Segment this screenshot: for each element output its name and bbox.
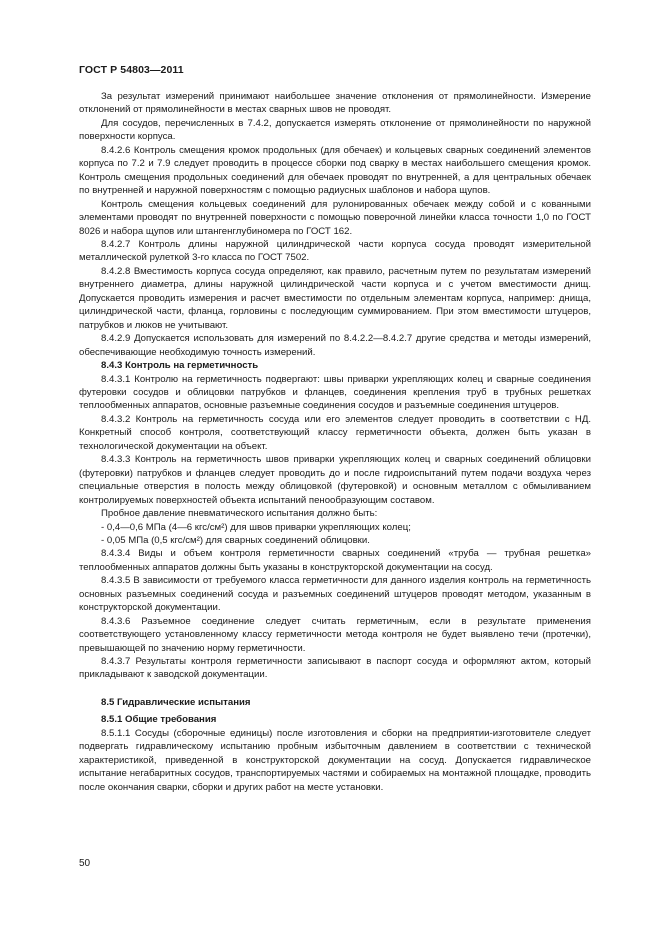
list-item: - 0,05 МПа (0,5 кгс/см²) для сварных соединений облицовки.: [101, 534, 370, 546]
section-heading-8-4-3: 8.4.3 Контроль на герметичность: [101, 360, 259, 372]
paragraph: 8.4.2.8 Вместимость корпуса сосуда определяют, как правило, расчетным путем по результатам измерений внутреннего диаметра, длины наружной цилиндрической части корпуса и с учетом вместимости днищ. Допускается проводить измерения и расчет вместимости по отдельным элементам корпуса, например: днища, цилиндрической части, фланца, горловины с последующим суммированием. При этом вместимости штуцеров, патрубков и люков не учитывают.: [79, 265, 591, 331]
page-number: 50: [79, 858, 91, 869]
paragraph: Для сосудов, перечисленных в 7.4.2, допускается измерять отклонение от прямолинейности по наружной поверхности корпуса.: [79, 117, 591, 143]
standard-header: ГОСТ Р 54803—2011: [79, 64, 184, 76]
paragraph: 8.4.3.7 Результаты контроля герметичности записывают в паспорт сосуда и оформляют актом, который прикладывают к заводской документации.: [79, 656, 591, 681]
paragraph: 8.4.3.3 Контроль на герметичность швов приварки укрепляющих колец и сварных соединений облицовки (футеровки) патрубков и фланцев следует проводить до и после гидроиспытаний путем подачи воздуха через специальные отверстия в полость между облицовкой (футеровкой) и основным металлом с обмыливанием контролируемых поверхностей объекта испытаний пенообразующим составом.: [79, 454, 591, 506]
paragraph: 8.5.1.1 Сосуды (сборочные единицы) после изготовления и сборки на предприятии-изготовителе следует подвергать гидравлическому испытанию пробным избыточным давлением в соответствии с технической характеристикой, приведенной в конструкторской документации на сосуд. Допускается гидравлическое испытание негабаритных сосудов, транспортируемых частями и собираемых на монтажной площадке, проводить после окончания сварки, сборки и других работ на месте установки.: [79, 727, 591, 793]
paragraph: 8.4.3.5 В зависимости от требуемого класса герметичности для данного изделия контроль на герметичность основных разъемных соединений сосуда и разъемных соединений штуцеров проводят методом, указанным в конструкторской документации.: [79, 575, 591, 614]
paragraph: 8.4.3.4 Виды и объем контроля герметичности сварных соединений «труба — трубная решетка» теплообменных аппаратов должны быть указаны в конструкторской документации на сосуд.: [79, 548, 591, 573]
paragraph: Пробное давление пневматического испытания должно быть:: [101, 508, 378, 520]
list-item: - 0,4—0,6 МПа (4—6 кгс/см²) для швов приварки укрепляющих колец;: [101, 521, 411, 533]
section-heading-8-5: 8.5 Гидравлические испытания: [101, 696, 251, 708]
paragraph: 8.4.3.1 Контролю на герметичность подвергают: швы приварки укрепляющих колец и сварные соединения футеровки сосудов и облицовки патрубков и фланцев, соединения крепления труб в трубных решетках теплообменных аппаратов, основные разъемные соединения сосудов и разъемные соединения штуцеров.: [79, 373, 591, 412]
paragraph: 8.4.3.2 Контроль на герметичность сосуда или его элементов следует проводить в соответствии с НД. Конкретный способ контроля, соответствующий классу герметичности объекта, должен быть указан в технологической документации на объект.: [79, 413, 591, 452]
paragraph: 8.4.2.7 Контроль длины наружной цилиндрической части корпуса сосуда проводят измерительной металлической рулеткой 3-го класса по ГОСТ 7502.: [79, 238, 591, 264]
section-heading-8-5-1: 8.5.1 Общие требования: [101, 714, 217, 726]
paragraph: За результат измерений принимают наибольшее значение отклонения от прямолинейности. Измерение отклонений от прямолинейности в местах сварных швов не проводят.: [79, 91, 591, 116]
paragraph: 8.4.2.6 Контроль смещения кромок продольных (для обечаек) и кольцевых сварных соединений элементов корпуса по 7.2 и 7.9 следует проводить в процессе сборки под сварку в местах наибольшего смещения кромок. Контроль смещения продольных соединений для обечаек проводят по внутренней, а для центральных обечаек по внутренней и наружной поверхностям с помощью радиусных шаблонов и набора щупов.: [79, 144, 591, 197]
paragraph: 8.4.2.9 Допускается использовать для измерений по 8.4.2.2—8.4.2.7 другие средства и методы измерений, обеспечивающие необходимую точность измерений.: [79, 333, 591, 358]
document-body: [79, 90, 591, 794]
paragraph: Контроль смещения кольцевых соединений для рулонированных обечаек между собой и с кованными элементами проводят по внутренней поверхности с помощью поверочной линейки класса точности 1,0 по ГОСТ 8026 и набора щупов или штангенглубиномера по ГОСТ 162.: [79, 198, 591, 237]
paragraph: 8.4.3.6 Разъемное соединение следует считать герметичным, если в результате применения соответствующего установленному классу герметичности метода контроля не будет выявлено течи (протечки), превышающей по значению норму герметичности.: [79, 615, 591, 654]
